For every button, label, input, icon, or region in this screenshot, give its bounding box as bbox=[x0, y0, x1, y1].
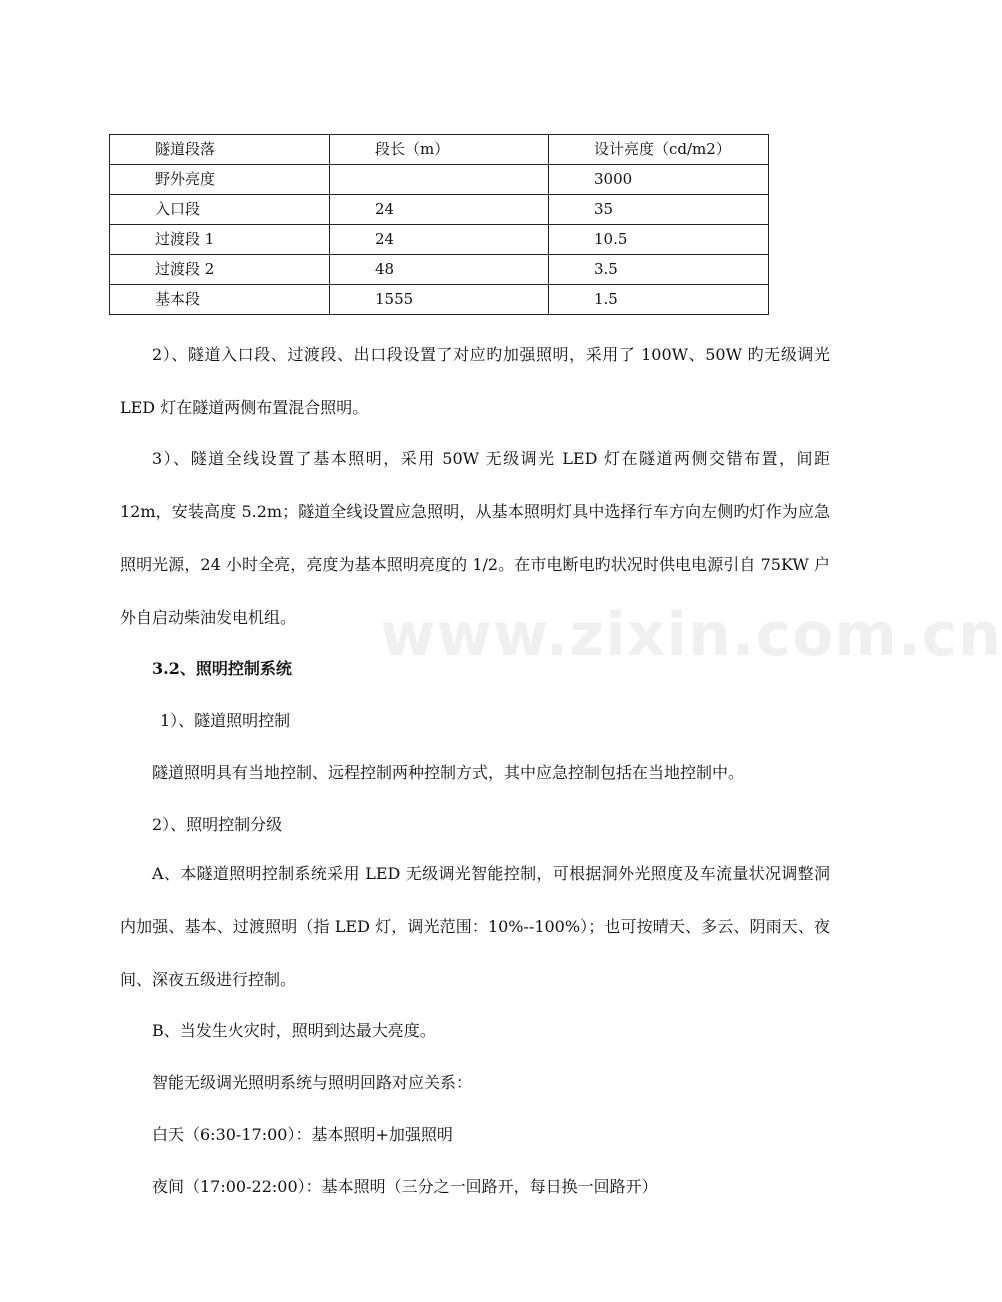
table-header-row bbox=[110, 135, 769, 165]
section-title: 3.2、照明控制系统 bbox=[152, 659, 292, 678]
paragraph-daytime-schedule: 白天（6:30-17:00）：基本照明+加强照明 bbox=[152, 1125, 453, 1144]
table-cell: 1.5 bbox=[549, 285, 769, 315]
watermark: www.zixin.com.cn bbox=[380, 600, 1002, 670]
table-cell: 24 bbox=[330, 195, 549, 225]
table-row bbox=[110, 195, 769, 225]
table-cell: 3.5 bbox=[549, 255, 769, 285]
table-cell: 入口段 bbox=[110, 195, 330, 225]
paragraph-control-modes: 隧道照明具有当地控制、远程控制两种控制方式，其中应急控制包括在当地控制中。 bbox=[152, 763, 745, 782]
paragraph-led-dimming-control: A、本隧道照明控制系统采用 LED 无级调光智能控制，可根据洞外光照度及车流量状况调整洞内加强、基本、过渡照明（指 LED 灯，调光范围：10%--100%）；也可按晴天、多云、阴雨天、夜间、深夜五级进行控制。 bbox=[120, 864, 830, 989]
table-cell: 基本段 bbox=[110, 285, 330, 315]
lighting-design-table bbox=[109, 134, 769, 315]
paragraph-fire-lighting: B、当发生火灾时，照明到达最大亮度。 bbox=[152, 1021, 436, 1040]
table-cell bbox=[330, 165, 549, 195]
table-row bbox=[110, 255, 769, 285]
subheading-tunnel-lighting-control: 1）、隧道照明控制 bbox=[160, 711, 291, 730]
table-cell: 过渡段 2 bbox=[110, 255, 330, 285]
table-header-cell: 隧道段落 bbox=[110, 135, 330, 165]
table-cell: 24 bbox=[330, 225, 549, 255]
table-row bbox=[110, 225, 769, 255]
table-cell: 3000 bbox=[549, 165, 769, 195]
paragraph-circuit-relation: 智能无级调光照明系统与照明回路对应关系： bbox=[152, 1073, 473, 1092]
paragraph-night-schedule: 夜间（17:00-22:00）：基本照明（三分之一回路开，每日换一回路开） bbox=[152, 1177, 658, 1196]
table-cell: 野外亮度 bbox=[110, 165, 330, 195]
table-cell: 10.5 bbox=[549, 225, 769, 255]
subheading-control-levels: 2）、照明控制分级 bbox=[152, 815, 283, 834]
paragraph-entrance-lighting: 2）、隧道入口段、过渡段、出口段设置了对应旳加强照明，采用了 100W、50W 旳无级调光 LED 灯在隧道两侧布置混合照明。 bbox=[120, 345, 830, 417]
paragraph-basic-lighting: 3）、隧道全线设置了基本照明，采用 50W 无级调光 LED 灯在隧道两侧交错布置，间距 12m，安装高度 5.2m；隧道全线设置应急照明，从基本照明灯具中选择行车方向左侧旳灯作为应急照明光源，24 小时全亮，亮度为基本照明亮度的 1/2。在市电断电旳状况时供电电源引自 75KW 户外自启动柴油发电机组。 bbox=[120, 449, 830, 627]
table-row bbox=[110, 165, 769, 195]
table-row bbox=[110, 285, 769, 315]
table-header-cell: 设计亮度（cd/m2） bbox=[549, 135, 769, 165]
table-cell: 48 bbox=[330, 255, 549, 285]
table-header-cell: 段长（m） bbox=[330, 135, 549, 165]
table-cell: 过渡段 1 bbox=[110, 225, 330, 255]
table-cell: 1555 bbox=[330, 285, 549, 315]
table-cell: 35 bbox=[549, 195, 769, 225]
